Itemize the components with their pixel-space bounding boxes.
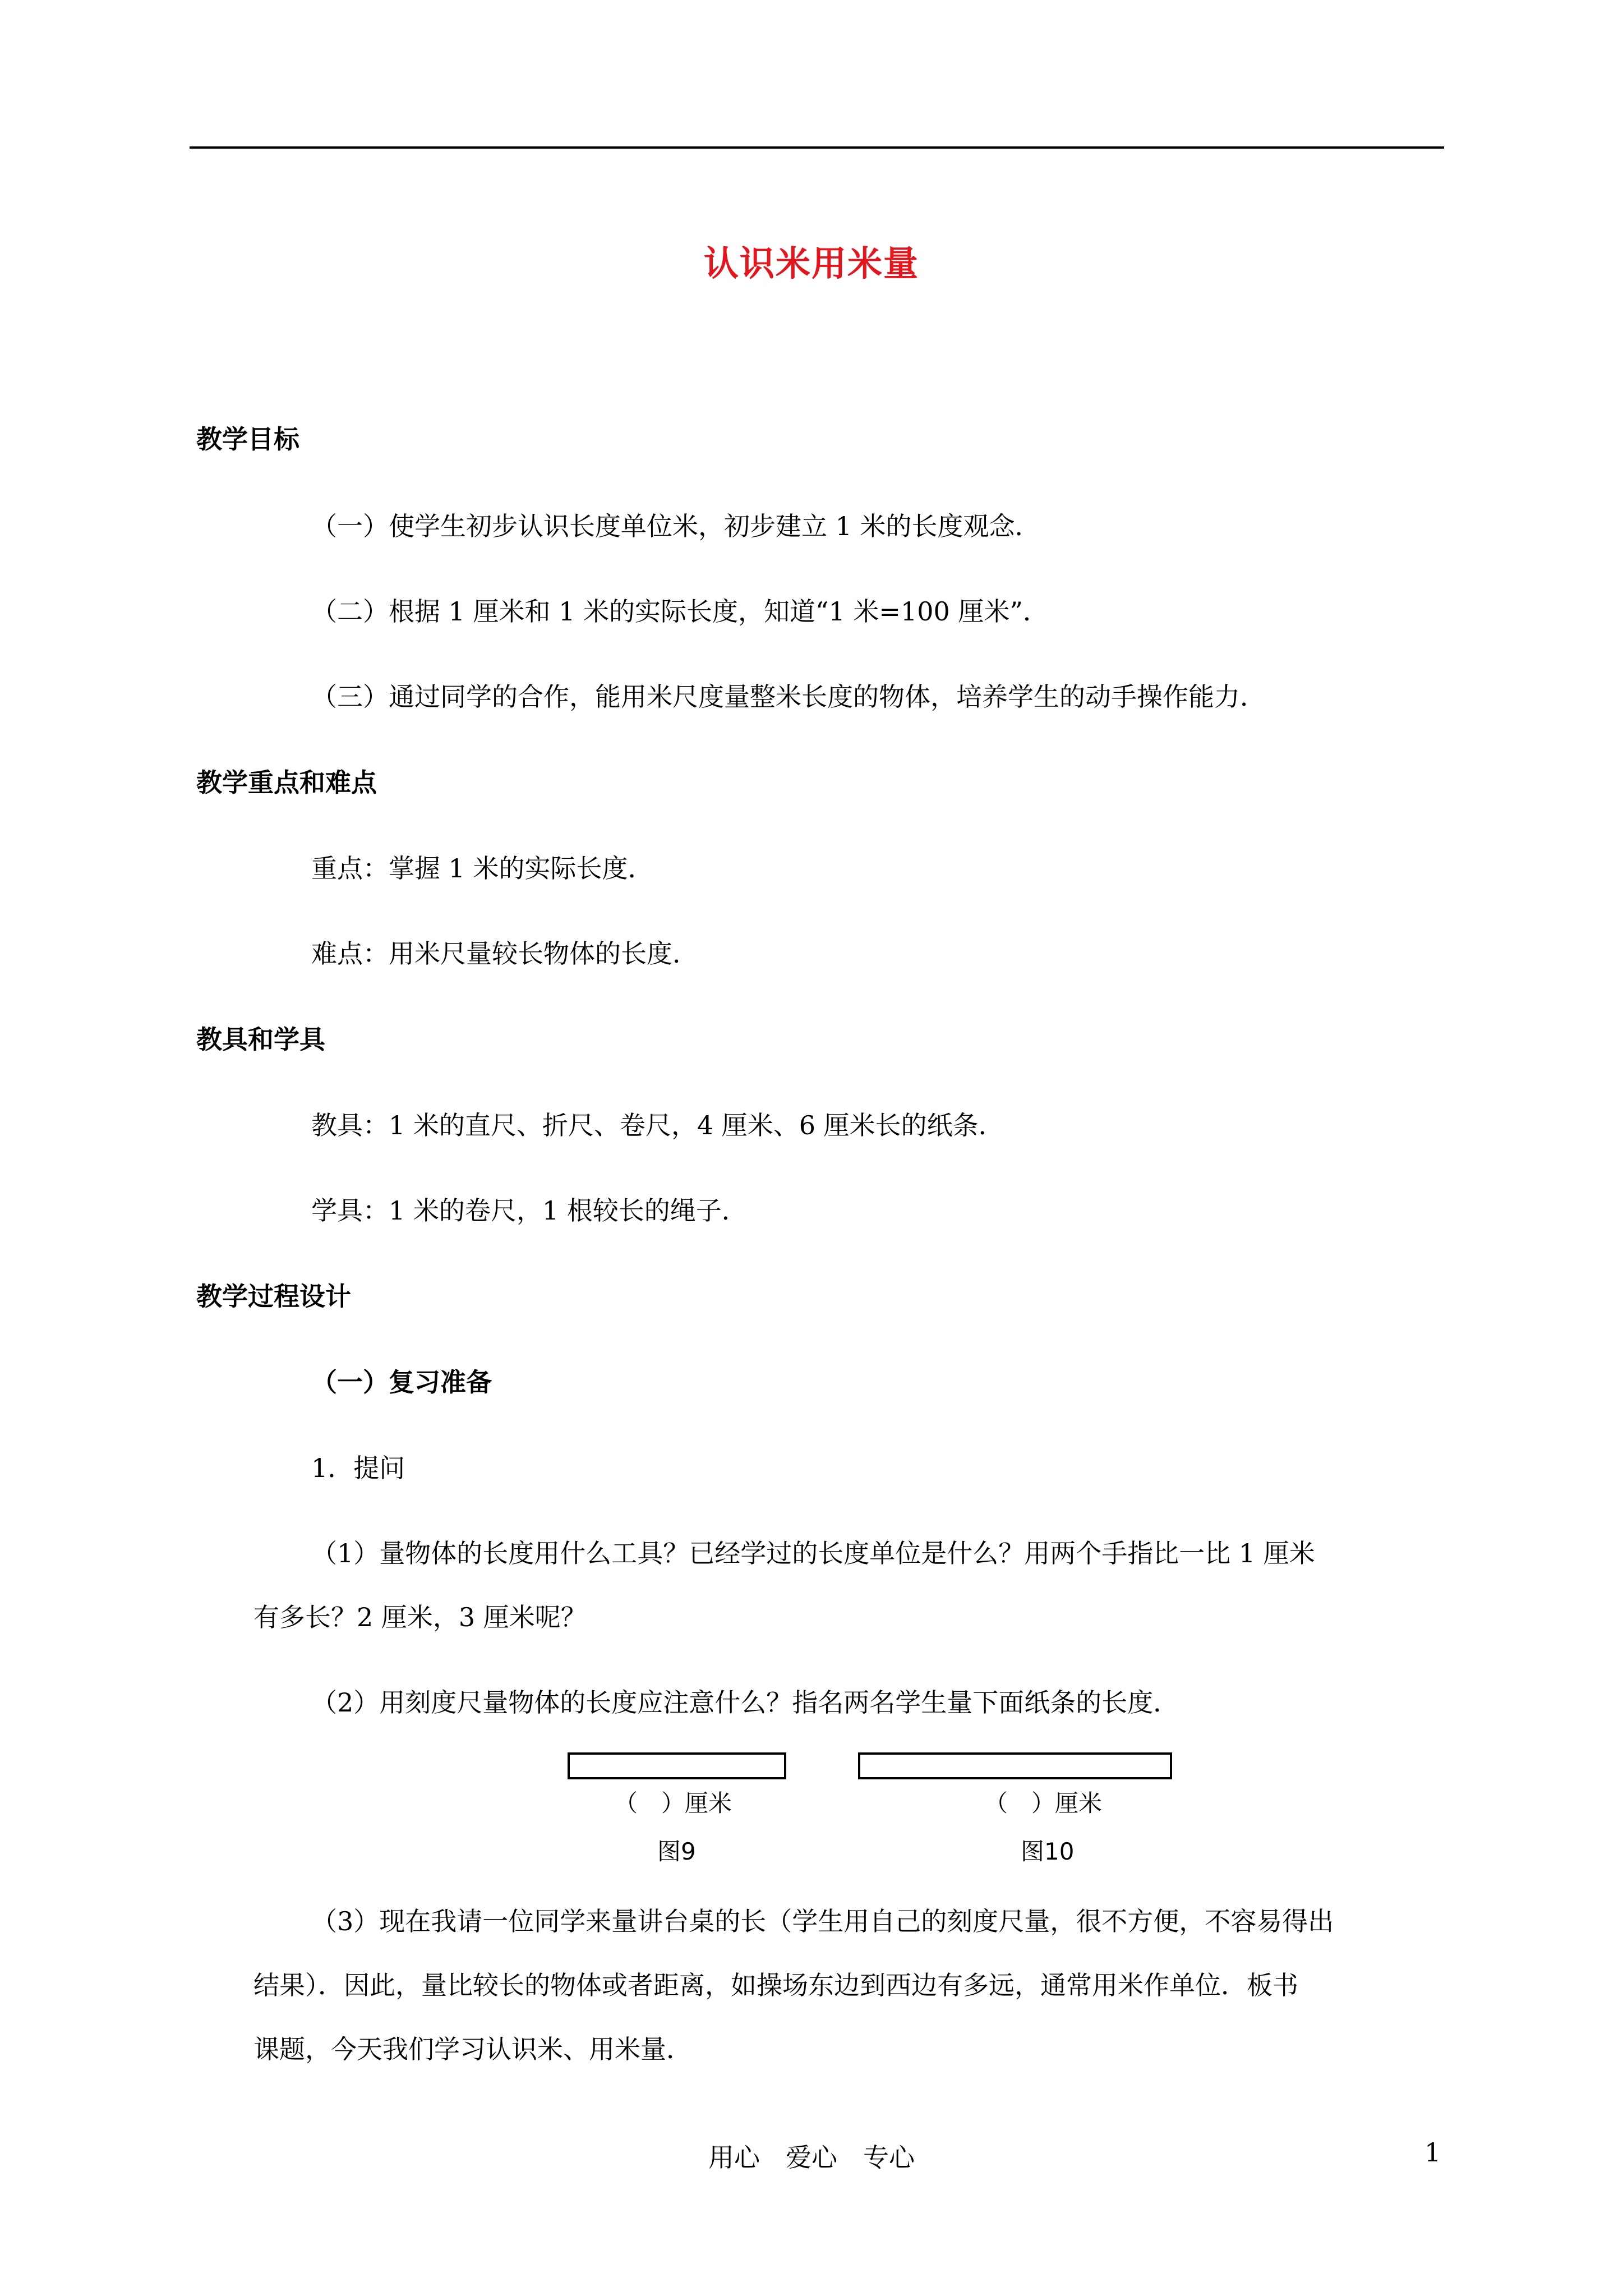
page-number: 1 bbox=[1424, 2137, 1441, 2168]
question-3-line-1: （3）现在我请一位同学来量讲台桌的长（学生用自己的刻度尺量，很不方便，不容易得出 bbox=[311, 1906, 1334, 1936]
document-title: 认识米用米量 bbox=[703, 243, 919, 284]
objective-item-2: （二）根据 1 厘米和 1 米的实际长度，知道“1 米=100 厘米”． bbox=[311, 596, 1049, 627]
heading-process: 教学过程设计 bbox=[196, 1281, 351, 1312]
objective-item-3: （三）通过同学的合作，能用米尺度量整米长度的物体，培养学生的动手操作能力． bbox=[311, 682, 1266, 712]
tools-item-1: 教具：1 米的直尺、折尺、卷尺，4 厘米、6 厘米长的纸条． bbox=[311, 1110, 1004, 1140]
heading-objectives: 教学目标 bbox=[196, 424, 299, 454]
footer-motto: 用心 爱心 专心 bbox=[708, 2142, 915, 2173]
objective-item-1: （一）使学生初步认识长度单位米，初步建立 1 米的长度观念． bbox=[311, 511, 1041, 541]
question-3-line-3: 课题，今天我们学习认识米、用米量． bbox=[253, 2034, 692, 2064]
paper-strip-fig10 bbox=[858, 1752, 1172, 1779]
header-rule bbox=[190, 146, 1444, 149]
question-2: （2）用刻度尺量物体的长度应注意什么？指名两名学生量下面纸条的长度． bbox=[311, 1687, 1179, 1718]
heading-key-points: 教学重点和难点 bbox=[196, 767, 377, 798]
fig9-caption: 图9 bbox=[657, 1838, 696, 1865]
paper-strip-fig9 bbox=[568, 1752, 786, 1779]
question-1-line-1: （1）量物体的长度用什么工具？已经学过的长度单位是什么？用两个手指比一比 1 厘米 bbox=[311, 1538, 1315, 1568]
question-1-line-2: 有多长？2 厘米，3 厘米呢？ bbox=[253, 1602, 587, 1632]
step-question: 1．提问 bbox=[311, 1453, 405, 1483]
fig10-blank-label: （ ）厘米 bbox=[984, 1789, 1103, 1817]
tools-item-2: 学具：1 米的卷尺，1 根较长的绳子． bbox=[311, 1195, 748, 1226]
fig9-blank-label: （ ）厘米 bbox=[614, 1789, 732, 1817]
fig10-caption: 图10 bbox=[1021, 1838, 1075, 1865]
question-3-line-2: 结果）．因此，量比较长的物体或者距离，如操场东边到西边有多远，通常用米作单位．板书 bbox=[253, 1970, 1298, 2000]
subheading-review: （一）复习准备 bbox=[311, 1367, 492, 1397]
heading-tools: 教具和学具 bbox=[196, 1024, 325, 1055]
key-point-item-2: 难点：用米尺量较长物体的长度． bbox=[311, 938, 698, 969]
key-point-item-1: 重点：掌握 1 米的实际长度． bbox=[311, 853, 654, 884]
